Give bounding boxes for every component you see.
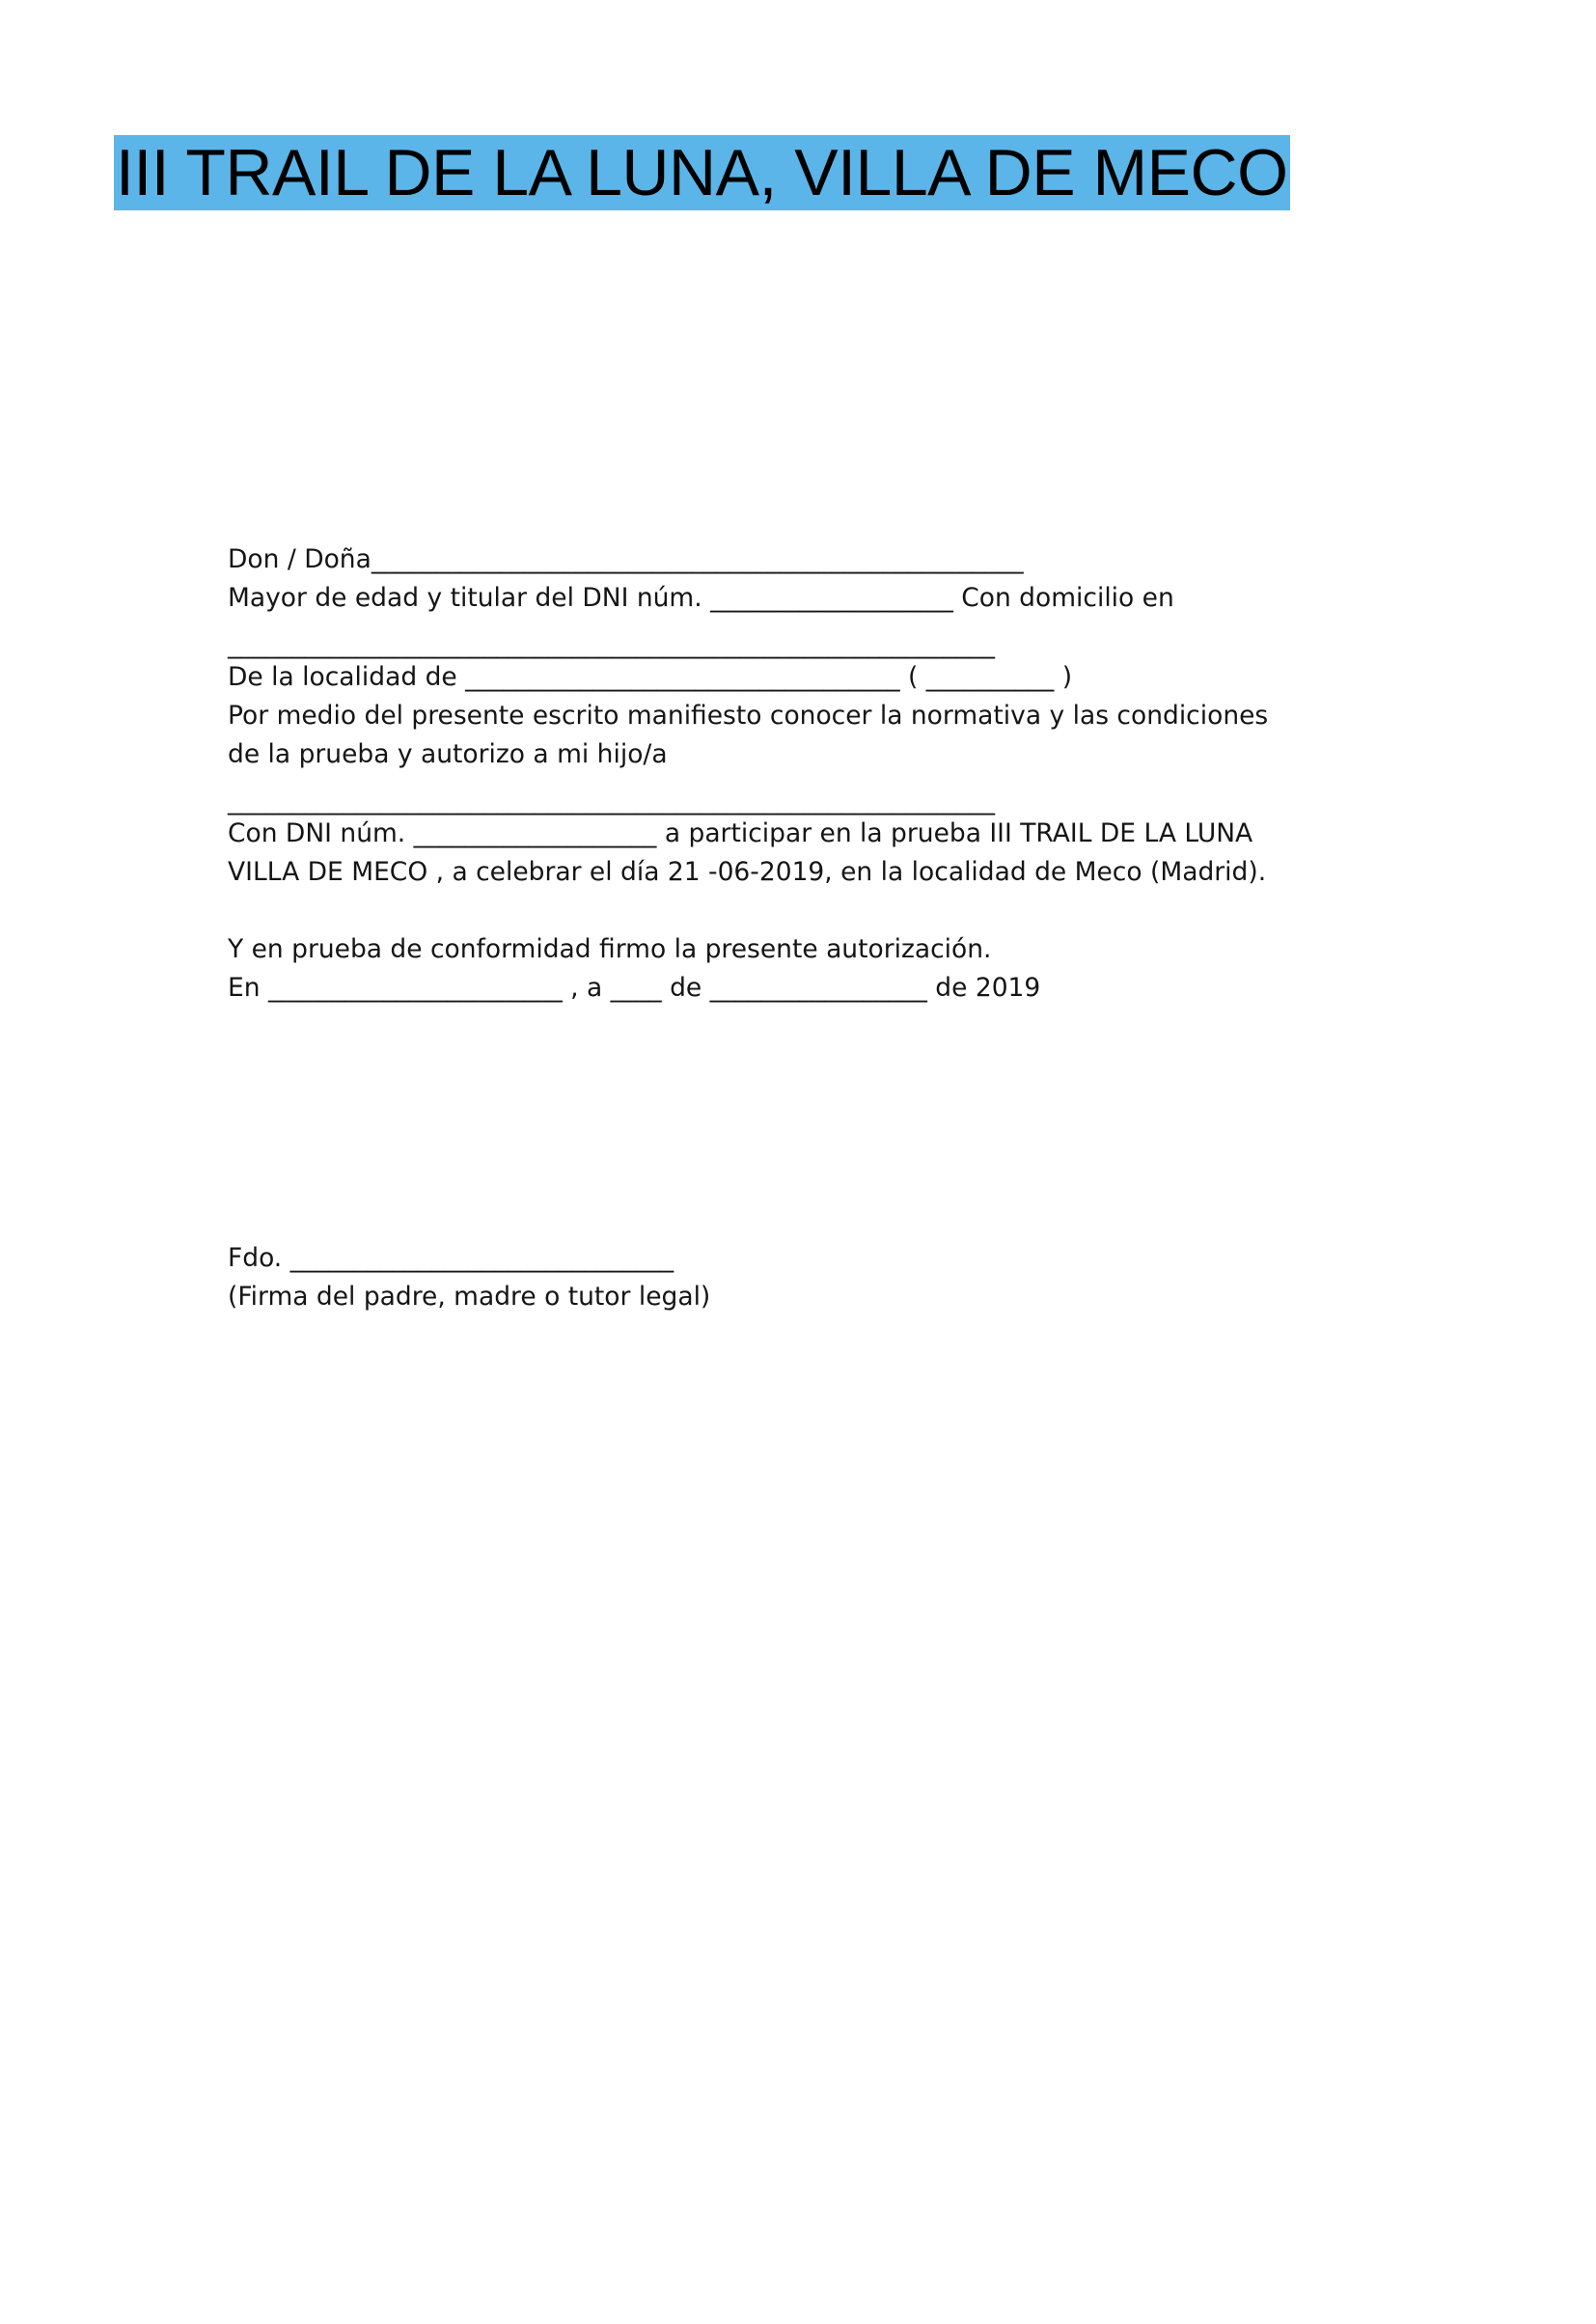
signature-line: Fdo. ______________________________ xyxy=(228,1243,674,1273)
form-line-child-dni: Con DNI núm. ___________________ a participar en la prueba III TRAIL DE LA LUNA xyxy=(228,818,1253,848)
form-line-conformity: Y en prueba de conformidad firmo la presente autorización. xyxy=(228,934,992,964)
form-line-address-blank: ____________________________________________________________ xyxy=(228,629,995,659)
form-line-event-date: VILLA DE MECO , a celebrar el día 21 -06-2019, en la localidad de Meco (Madrid). xyxy=(228,857,1267,887)
signature-caption: (Firma del padre, madre o tutor legal) xyxy=(228,1282,711,1312)
form-line-child-blank: ____________________________________________________________ xyxy=(228,786,995,816)
form-line-authorize: de la prueba y autorizo a mi hijo/a xyxy=(228,739,668,769)
title-highlight xyxy=(114,135,1290,210)
form-line-statement: Por medio del presente escrito manifiesto conocer la normativa y las condiciones xyxy=(228,701,1269,731)
form-line-locality: De la localidad de __________________________________ ( __________ ) xyxy=(228,662,1073,692)
form-line-name: Don / Doña___________________________________________________ xyxy=(228,544,1024,574)
page-title: III TRAIL DE LA LUNA, VILLA DE MECO xyxy=(116,136,1288,209)
form-line-place-date: En _______________________ , a ____ de _________________ de 2019 xyxy=(228,973,1041,1003)
form-line-dni-address: Mayor de edad y titular del DNI núm. ___________________ Con domicilio en xyxy=(228,583,1174,613)
